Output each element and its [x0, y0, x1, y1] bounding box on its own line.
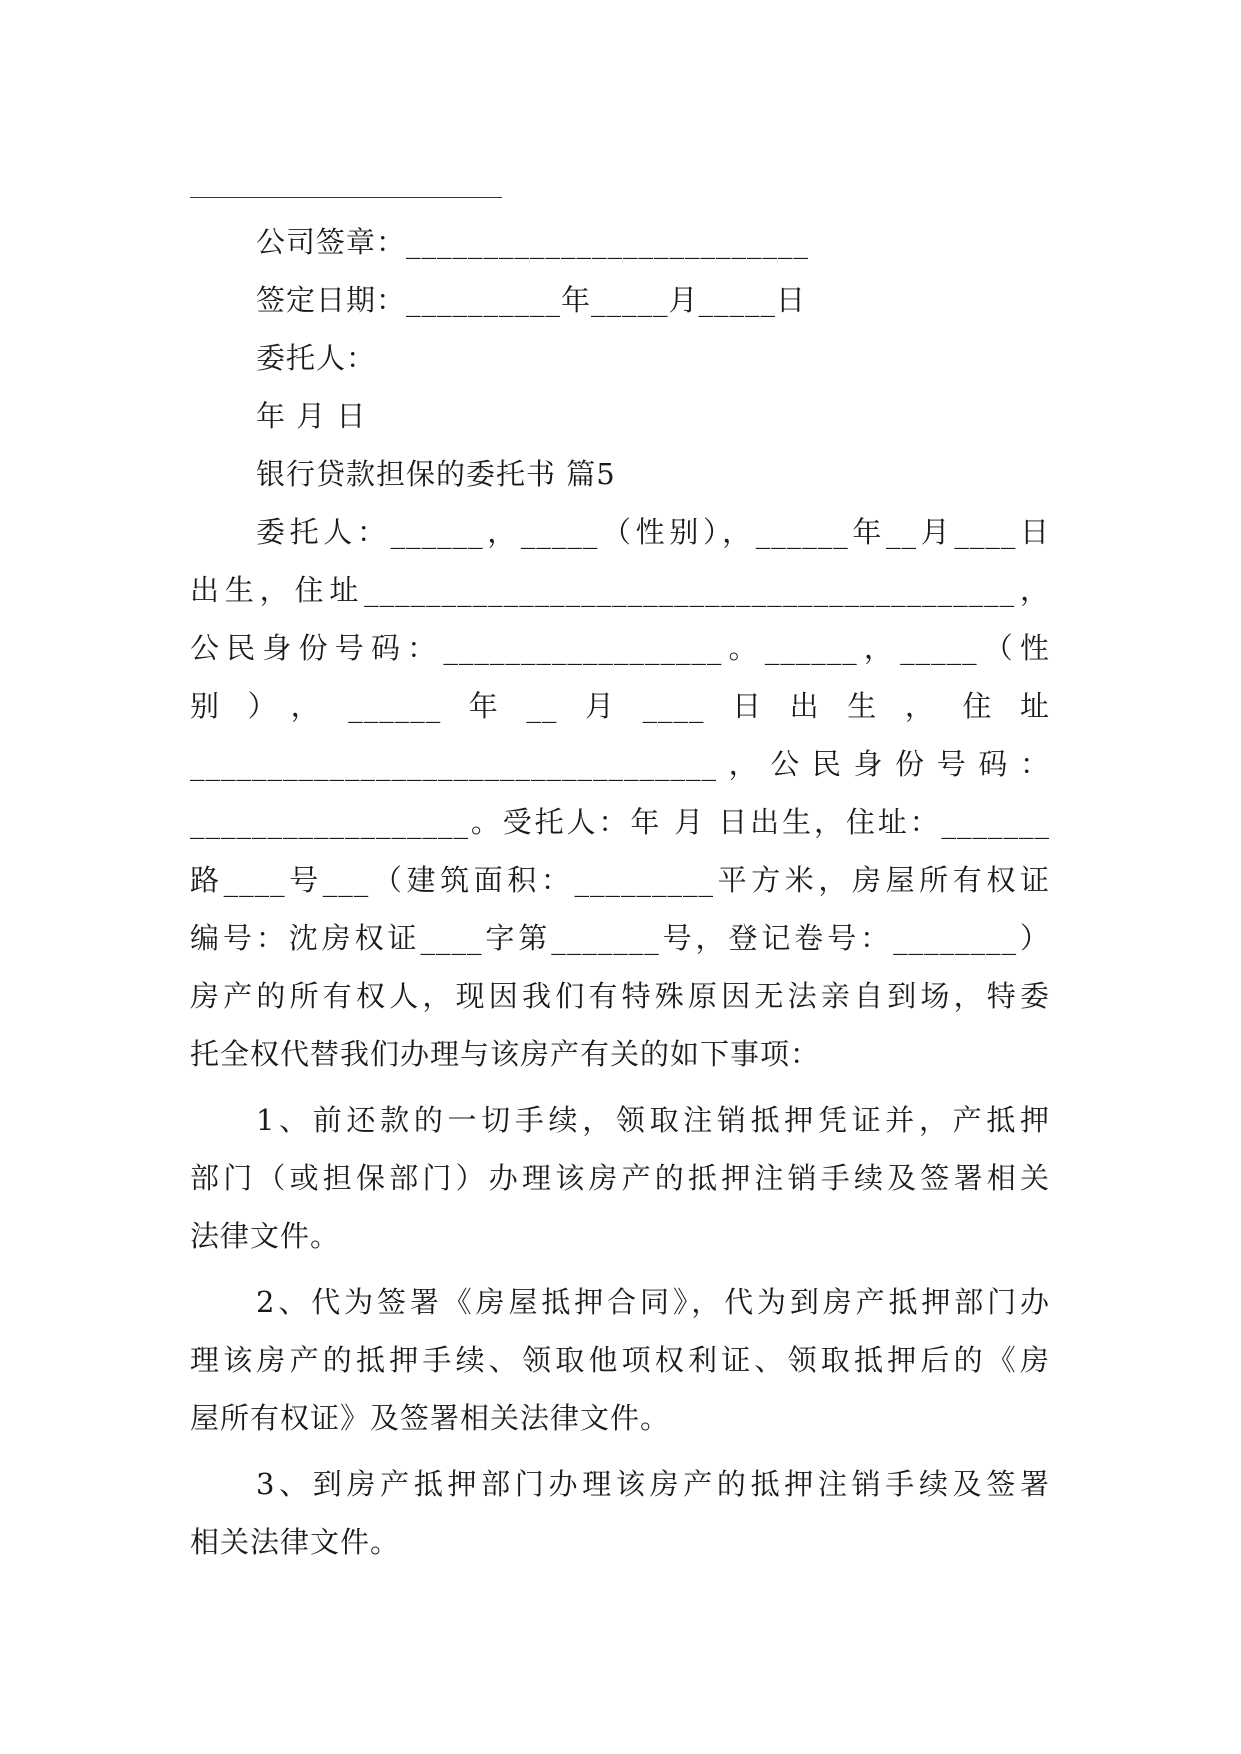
- item-3-line: 3、到房产抵押部门办理该房产的抵押注销手续及签署: [256, 1467, 1050, 1501]
- paragraph-line: 公民身份号码：__________________。______，_____（性: [190, 631, 1050, 665]
- paragraph-line: 编号：沈房权证____字第_______号，登记卷号：________）: [190, 921, 1050, 955]
- paragraph-line: 出生，住址__________________________________________，: [190, 573, 1050, 607]
- item-1-line: 1、前还款的一切手续，领取注销抵押凭证并，产抵押: [256, 1103, 1050, 1137]
- date-placeholder: 年 月 日: [256, 399, 367, 433]
- paragraph-line: 别），______年__月____日出生，住址: [190, 689, 1050, 723]
- paragraph-line: 路____号___（建筑面积：_________平方米，房屋所有权证: [190, 863, 1050, 897]
- paragraph-line: __________________________________，公民身份号码：: [190, 747, 1050, 781]
- sign-date-line: 签定日期：__________年_____月_____日: [256, 283, 807, 317]
- paragraph-line: 房产的所有权人，现因我们有特殊原因无法亲自到场，特委: [190, 979, 1050, 1013]
- item-2-line: 理该房产的抵押手续、领取他项权利证、领取抵押后的《房: [190, 1343, 1050, 1377]
- company-seal-line: 公司签章：__________________________: [256, 225, 810, 259]
- section-title: 银行贷款担保的委托书 篇5: [256, 457, 616, 491]
- item-2-line: 屋所有权证》及签署相关法律文件。: [190, 1401, 671, 1435]
- item-2-line: 2、代为签署《房屋抵押合同》，代为到房产抵押部门办: [256, 1285, 1050, 1319]
- paragraph-line: 委托人：______，_____（性别），______年__月____日: [256, 515, 1050, 549]
- top-signature-line: [190, 197, 502, 198]
- item-3-line: 相关法律文件。: [190, 1525, 401, 1559]
- paragraph-line: 托全权代替我们办理与该房产有关的如下事项：: [190, 1037, 821, 1071]
- item-1-line: 法律文件。: [190, 1219, 341, 1253]
- item-1-line: 部门（或担保部门）办理该房产的抵押注销手续及签署相关: [190, 1161, 1050, 1195]
- principal-label: 委托人：: [256, 341, 377, 375]
- paragraph-line: __________________。受托人：年 月 日出生，住址：_______: [190, 805, 1050, 839]
